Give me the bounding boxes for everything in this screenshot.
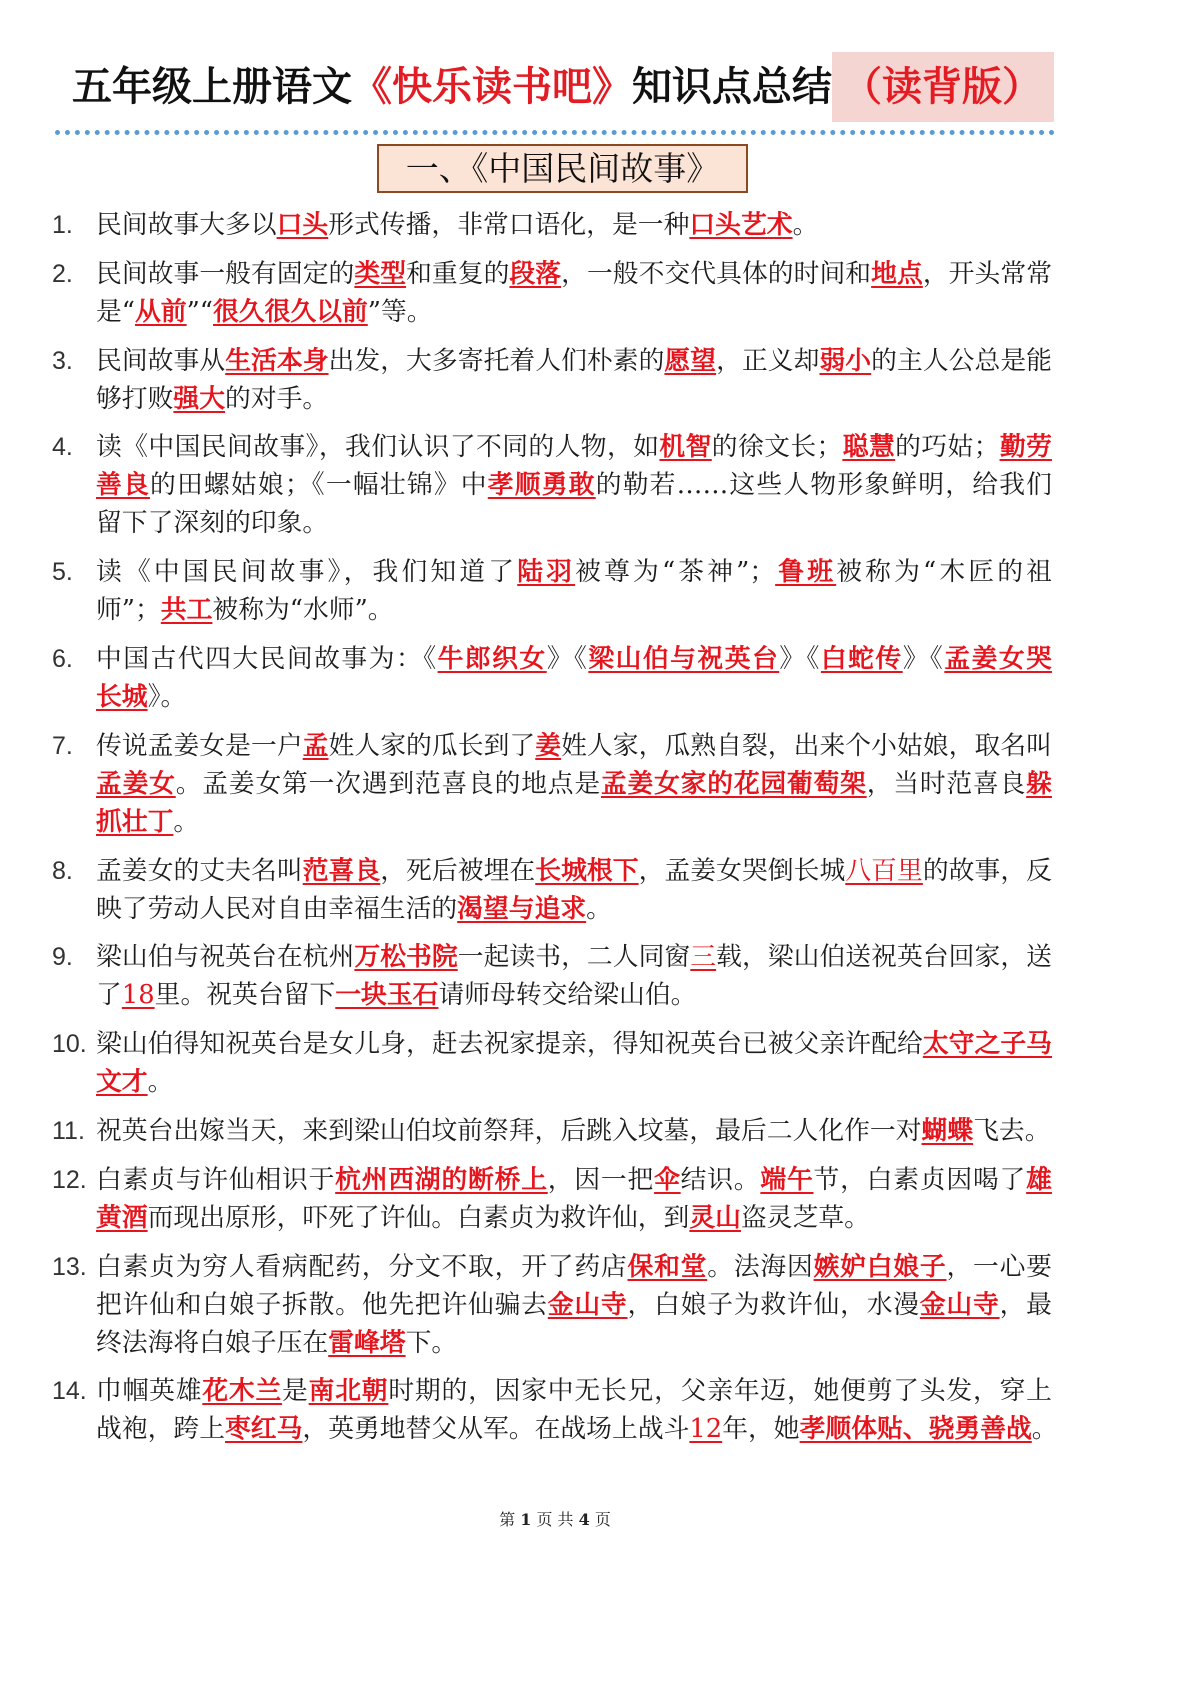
key-term: 文才 [96, 1067, 148, 1098]
plain-text: 被称为“木匠的祖 [836, 557, 1052, 588]
plain-text: ，死后被埋在 [380, 855, 536, 886]
item-text [96, 938, 1162, 1014]
total-page-count: 4 [578, 1510, 590, 1529]
text-line [96, 293, 1052, 331]
page-footer [405, 1510, 705, 1530]
key-term: 长城 [96, 681, 148, 712]
section-heading: 一、《中国民间故事》 [377, 144, 748, 193]
plain-text: 是“ [96, 296, 135, 327]
plain-text: 读《中国民间故事》，我们认识了不同的人物，如 [96, 432, 660, 463]
text-line [96, 727, 1052, 765]
key-term: 从前 [135, 296, 187, 327]
plain-text: 民间故事一般有固定的 [96, 258, 355, 289]
knowledge-point-item [52, 1248, 1162, 1362]
key-term: 一块玉石 [335, 980, 439, 1011]
key-term: 长城根下 [535, 855, 639, 886]
plain-text: 。 [586, 893, 612, 924]
plain-text: 盗灵芝草。 [740, 1202, 870, 1233]
plain-text: ，正义却 [716, 345, 820, 376]
key-term: 万松书院 [354, 942, 458, 973]
plain-text: 梁山伯与祝英台在杭州 [96, 942, 355, 973]
key-term: 口头 [276, 210, 329, 240]
item-text [96, 1161, 1162, 1237]
key-term: 孝顺体贴、骁勇善战 [799, 1414, 1032, 1445]
text-line [96, 1248, 1052, 1286]
knowledge-point-item [52, 1161, 1162, 1237]
plain-text: 白素贞与许仙相识于 [96, 1164, 336, 1195]
knowledge-point-item [52, 428, 1162, 542]
key-term: 地点 [871, 258, 923, 289]
plain-text: 飞去。 [973, 1115, 1051, 1146]
plain-text: 了 [96, 980, 122, 1011]
plain-text: 白素贞为穷人看病配药，分文不取，开了药店 [96, 1251, 628, 1282]
key-term: 渴望与追求 [457, 893, 587, 924]
key-term: 金山寺 [919, 1289, 1000, 1320]
plain-text: 形式传播，非常口语化，是一种 [328, 210, 690, 240]
text-line [96, 976, 1052, 1014]
plain-text: ，当时范喜良 [866, 768, 1027, 799]
plain-text: 师”； [96, 595, 161, 626]
item-number: 10. [52, 1030, 87, 1059]
plain-text: 战袍，跨上 [96, 1414, 225, 1445]
current-page-number: 1 [520, 1510, 532, 1529]
text-line [96, 255, 1052, 293]
text-line [96, 1324, 1052, 1362]
item-number: 8. [52, 856, 73, 885]
item-number: 12. [52, 1165, 87, 1194]
plain-text: 民间故事大多以 [96, 210, 277, 240]
plain-text: 姓人家，瓜熟自裂，出来个小姑娘，取名叫 [561, 730, 1052, 761]
key-term: 躲 [1026, 768, 1052, 799]
plain-text: 孟姜女的丈夫名叫 [96, 855, 303, 886]
text-line [96, 640, 1052, 678]
text-line [96, 1410, 1058, 1448]
item-text [96, 1112, 1162, 1150]
plain-text: 的田螺姑娘；《一幅壮锦》中 [149, 470, 488, 501]
knowledge-point-item [52, 553, 1162, 629]
plain-text: 而现出原形，吓死了许仙。白素贞为救许仙，到 [147, 1202, 690, 1233]
plain-text: 。 [173, 806, 200, 837]
text-line [96, 1199, 1052, 1237]
key-term: 白蛇传 [820, 643, 903, 674]
knowledge-point-item [52, 727, 1162, 841]
knowledge-point-item [52, 640, 1162, 716]
plain-text: 把许仙和白娘子拆散。他先把许仙骗去 [96, 1289, 548, 1320]
plain-text: ，最 [999, 1289, 1052, 1320]
item-text [96, 1372, 1162, 1448]
key-term: 太守之子马 [922, 1029, 1052, 1060]
key-term: 口头艺术 [689, 210, 793, 240]
item-number: 3. [52, 346, 73, 375]
text-line [96, 1372, 1052, 1410]
item-number: 6. [52, 644, 73, 673]
plain-text: 。法海因 [707, 1251, 814, 1282]
plain-text: 下。 [405, 1327, 458, 1358]
plain-text: ，因一把 [547, 1164, 655, 1195]
plain-text: ”等。 [367, 296, 433, 327]
knowledge-point-item [52, 1372, 1162, 1448]
plain-text: 被尊为“茶神”； [575, 557, 776, 588]
plain-text: 映了劳动人民对自由幸福生活的 [96, 893, 458, 924]
plain-text: 年，她 [722, 1414, 800, 1445]
key-term: 伞 [654, 1164, 681, 1195]
key-term: 牛郎织女 [437, 643, 547, 674]
key-term: 范喜良 [302, 855, 381, 886]
item-number: 7. [52, 731, 73, 760]
title-grade-subject: 五年级上册语文 [72, 64, 352, 110]
plain-text: ”“ [186, 296, 213, 327]
text-line [96, 1161, 1052, 1199]
plain-text: 时期的，因家中无长兄，父亲年迈，她便剪了头发，穿上 [388, 1376, 1052, 1407]
key-term: 善良 [96, 470, 150, 501]
key-term: 段落 [509, 258, 562, 289]
text-line [96, 1286, 1052, 1324]
plain-text: 请师母转交给梁山伯。 [438, 980, 697, 1011]
item-number: 9. [52, 943, 73, 972]
plain-text: 的巧姑； [895, 432, 1000, 463]
item-number: 1. [52, 211, 73, 239]
text-line [96, 466, 1052, 504]
plain-text: 祝英台出嫁当天，来到梁山伯坟前祭拜，后跳入坟墓，最后二人化作一对 [96, 1115, 922, 1146]
item-number: 2. [52, 259, 73, 288]
key-term: 弱小 [819, 345, 872, 376]
item-text [96, 640, 1162, 716]
key-term: 黄酒 [96, 1202, 148, 1233]
plain-text: 载，梁山伯送祝英台回家，送 [716, 942, 1052, 973]
item-number: 14. [52, 1377, 87, 1406]
key-term: 孝顺勇敢 [487, 470, 596, 501]
key-term: 类型 [354, 258, 407, 289]
text-line [96, 553, 1052, 591]
item-number: 13. [52, 1252, 87, 1281]
item-text [96, 852, 1162, 928]
text-line [96, 428, 1052, 466]
knowledge-point-item [52, 206, 1162, 244]
plain-text: ，英勇地替父从军。在战场上战斗 [302, 1414, 690, 1445]
item-text [96, 342, 1162, 418]
text-line [96, 206, 1052, 244]
plain-text: 的主人公总是能 [871, 345, 1052, 376]
plain-text: 留下了深刻的印象。 [96, 508, 329, 539]
plain-text: ，开头常常 [922, 258, 1052, 289]
key-term: 18 [121, 980, 155, 1011]
item-number: 5. [52, 558, 73, 587]
plain-text: 终法海将白娘子压在 [96, 1327, 329, 1358]
plain-text: 。 [147, 1067, 174, 1098]
key-term: 金山寺 [547, 1289, 628, 1320]
key-term: 杭州西湖的断桥上 [335, 1164, 548, 1195]
text-line [96, 504, 1052, 542]
key-term: 很久很久以前 [213, 296, 368, 327]
plain-text: 梁山伯得知祝英台是女儿身，赶去祝家提亲，得知祝英台已被父亲许配给 [96, 1029, 923, 1060]
key-term: 生活本身 [225, 345, 329, 376]
key-term: 鲁班 [775, 557, 837, 588]
knowledge-point-item [52, 1112, 1162, 1150]
text-line [96, 852, 1052, 890]
plain-text: 民间故事从 [96, 345, 226, 376]
plain-text: 。 [1031, 1414, 1058, 1445]
title-summary: 知识点总结 [632, 64, 832, 110]
key-term: 机智 [659, 432, 712, 463]
plain-text: 够打败 [96, 383, 174, 414]
plain-text: 。 [792, 210, 819, 240]
item-number: 4. [52, 433, 73, 462]
title-edition-badge: （读背版） [832, 52, 1054, 122]
plain-text: 中国古代四大民间故事为：《 [96, 643, 438, 674]
document-title [72, 52, 1054, 122]
plain-text: ，白娘子为救许仙，水漫 [627, 1289, 920, 1320]
plain-text: 读《中国民间故事》，我们知道了 [96, 557, 518, 588]
key-term: 梁山伯与祝英台 [588, 643, 780, 674]
text-line [96, 1025, 1052, 1063]
plain-text: 的对手。 [225, 383, 329, 414]
plain-text: 巾帼英雄 [96, 1376, 203, 1407]
key-term: 12 [689, 1414, 723, 1445]
knowledge-point-list [52, 206, 1162, 1459]
key-term: 保和堂 [627, 1251, 708, 1282]
item-text [96, 553, 1162, 629]
key-term: 孟姜女家的花园葡萄架 [600, 768, 867, 799]
key-term: 枣红马 [225, 1414, 303, 1445]
plain-text: 被称为“水师”。 [212, 595, 394, 626]
plain-text: 一起读书，二人同窗 [457, 942, 691, 973]
key-term: 愿望 [664, 345, 717, 376]
plain-text: 》《 [902, 643, 945, 674]
key-term: 花木兰 [202, 1376, 283, 1407]
plain-text: 姓人家的瓜长到了 [328, 730, 536, 761]
plain-text: ，孟姜女哭倒长城 [638, 855, 846, 886]
item-text [96, 727, 1162, 841]
key-term: 灵山 [689, 1202, 741, 1233]
text-line [96, 938, 1052, 976]
key-term: 雄 [1026, 1164, 1052, 1195]
plain-text: 传说孟姜女是一户 [96, 730, 303, 761]
text-line [96, 678, 1052, 716]
plain-text: 结识。 [680, 1164, 761, 1195]
key-term: 强大 [173, 383, 226, 414]
title-book-name: 《快乐读书吧》 [352, 64, 632, 110]
knowledge-point-item [52, 1025, 1162, 1101]
plain-text: 》。 [147, 681, 187, 712]
plain-text: 》《 [546, 643, 589, 674]
plain-text: 里。祝英台留下 [154, 980, 336, 1011]
plain-text: ，一般不交代具体的时间和 [561, 258, 872, 289]
key-term: 勤劳 [999, 432, 1052, 463]
text-line [96, 890, 1052, 928]
item-text [96, 206, 1162, 244]
text-line [96, 1063, 1052, 1101]
key-term: 陆羽 [517, 557, 576, 588]
key-term: 孟姜女 [96, 768, 176, 799]
item-text [96, 428, 1162, 542]
key-term: 三 [690, 942, 717, 973]
item-text [96, 1248, 1162, 1362]
plain-text: 。孟姜女第一次遇到范喜良的地点是 [175, 768, 601, 799]
plain-text: 》《 [779, 643, 821, 674]
key-term: 嫉妒白娘子 [813, 1251, 947, 1282]
item-text [96, 1025, 1162, 1101]
text-line [96, 342, 1052, 380]
text-line [96, 1112, 1052, 1150]
footer-text: 第 [499, 1510, 521, 1529]
text-line [96, 803, 1052, 841]
footer-text: 页 共 [531, 1510, 579, 1529]
text-line [96, 765, 1052, 803]
key-term: 孟 [302, 730, 329, 761]
plain-text: 的勒若……这些人物形象鲜明，给我们 [595, 470, 1052, 501]
knowledge-point-item [52, 852, 1162, 928]
knowledge-point-item [52, 342, 1162, 418]
plain-text: 节，白素贞因喝了 [813, 1164, 1027, 1195]
key-term: 抓壮丁 [96, 806, 174, 837]
plain-text: 是 [282, 1376, 309, 1407]
knowledge-point-item [52, 255, 1162, 331]
plain-text: 出发，大多寄托着人们朴素的 [328, 345, 665, 376]
key-term: 姜 [535, 730, 562, 761]
plain-text: ，一心要 [946, 1251, 1052, 1282]
key-term: 南北朝 [308, 1376, 389, 1407]
item-text [96, 255, 1162, 331]
dotted-divider [55, 130, 1055, 135]
key-term: 共工 [160, 595, 213, 626]
plain-text: 的故事，反 [922, 855, 1052, 886]
footer-text: 页 [589, 1510, 611, 1529]
key-term: 雷峰塔 [328, 1327, 406, 1358]
key-term: 蝴蝶 [921, 1115, 974, 1146]
item-number: 11. [52, 1116, 85, 1145]
plain-text: 和重复的 [406, 258, 510, 289]
text-line [96, 380, 1052, 418]
key-term: 八百里 [845, 855, 923, 886]
knowledge-point-item [52, 938, 1162, 1014]
key-term: 孟姜女哭 [944, 643, 1052, 674]
plain-text: 的徐文长； [711, 432, 843, 463]
key-term: 聪慧 [842, 432, 896, 463]
key-term: 端午 [760, 1164, 814, 1195]
text-line [96, 591, 1052, 629]
